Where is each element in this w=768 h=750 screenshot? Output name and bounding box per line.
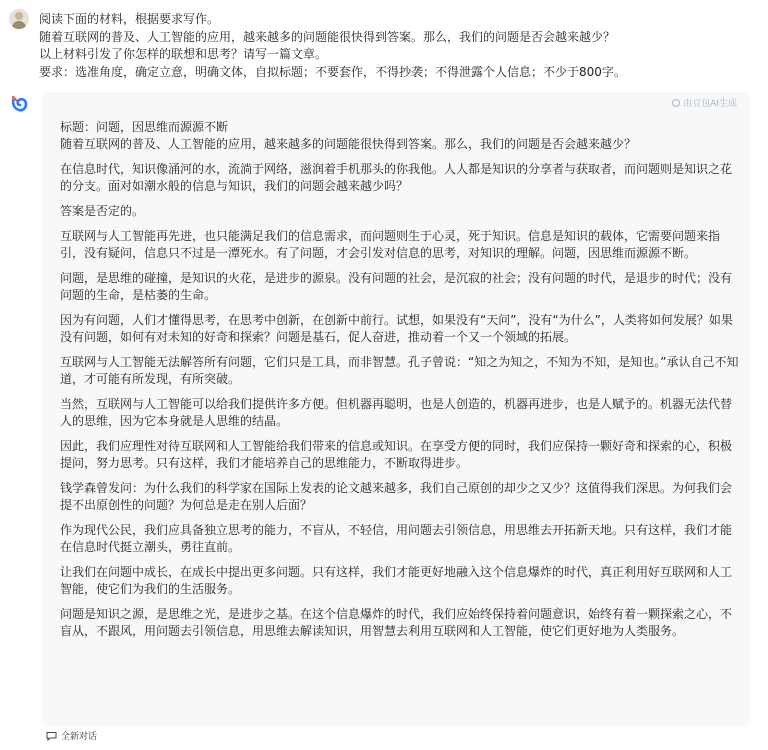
ai-badge-label: 由豆包AI生成 [683, 99, 737, 109]
assistant-logo-icon [8, 92, 30, 114]
essay-paragraph: 钱学森曾发问：为什么我们的科学家在国际上发表的论文越来越多，我们自己原创的却少之又少？这值得我们深思。为何我们会提不出原创性的问题？为何总是走在别人后面？ [60, 480, 733, 512]
essay-paragraph: 答案是否定的。 [60, 204, 145, 218]
user-message-text [39, 11, 759, 81]
essay-paragraph: 当然，互联网与人工智能可以给我们提供许多方便。但机器再聪明，也是人创造的，机器再进步，也是人赋予的。机器无法代替人的思维，因为它本身就是人思维的结晶。 [60, 396, 733, 428]
user-message [0, 0, 768, 88]
chat-bubble-icon [46, 731, 57, 741]
user-line: 要求：选准角度，确定立意，明确文体，自拟标题；不要套作，不得抄袭；不得泄露个人信息；不少于800字。 [39, 64, 626, 79]
new-chat-button[interactable] [46, 729, 97, 742]
essay-paragraph: 在信息时代，知识像涌河的水，流淌于网络，滋润着手机那头的你我他。人人都是知识的分享者与获取者，而问题则是知识之花的分支。面对如潮水般的信息与知识，我们的问题会越来越少吗？ [60, 162, 733, 194]
ai-badge-icon [672, 99, 680, 107]
essay-intro: 随着互联网的普及、人工智能的应用，越来越多的问题能很快得到答案。那么，我们的问题是否会越来越少？ [60, 137, 637, 152]
user-line: 以上材料引发了你怎样的联想和思考？请写一篇文章。 [39, 47, 328, 61]
user-avatar [9, 9, 29, 29]
essay-paragraph: 作为现代公民，我们应具备独立思考的能力，不盲从，不轻信，用问题去引领信息，用思维去开拓新天地。只有这样，我们才能在信息时代挺立潮头，勇往直前。 [60, 522, 733, 554]
essay-paragraph: 问题是知识之源，是思维之光，是进步之基。在这个信息爆炸的时代，我们应始终保持着问题意识，始终有着一颗探索之心，不盲从，不跟风，用问题去引领信息，用思维去解读知识，用智慧去利用互联网和人工智能，使它们更好地为人类服务。 [60, 606, 733, 638]
essay-paragraph: 因此，我们应理性对待互联网和人工智能给我们带来的信息或知识。在享受方便的同时，我们应保持一颗好奇和探索的心，积极提问，努力思考。只有这样，我们才能培养自己的思维能力，不断取得进步。 [60, 438, 733, 470]
assistant-response-card [41, 92, 751, 726]
essay-title: 标题：问题，因思维而源源不断 [60, 120, 229, 134]
essay-paragraph: 问题，是思维的碰撞，是知识的火花，是进步的源泉。没有问题的社会，是沉寂的社会；没有问题的时代，是退步的时代；没有问题的生命，是枯萎的生命。 [60, 270, 733, 302]
ai-generated-badge [672, 96, 737, 109]
user-line: 阅读下面的材料，根据要求写作。 [39, 12, 220, 26]
user-line: 随着互联网的普及、人工智能的应用，越来越多的问题能很快得到答案。那么，我们的问题是否会越来越少？ [39, 29, 616, 44]
response-content [60, 119, 740, 648]
essay-paragraph: 因为有问题，人们才懂得思考，在思考中创新，在创新中前行。试想，如果没有“天问”，没有“为什么”，人类将如何发展？如果没有问题，如何有对未知的好奇和探索？问题是基石，促人奋进，推动着一个又一个领域的拓展。 [60, 312, 733, 344]
new-chat-label: 全新对话 [61, 732, 98, 742]
essay-paragraph: 互联网与人工智能无法解答所有问题，它们只是工具，而非智慧。孔子曾说：“知之为知之，不知为不知，是知也。”承认自己不知道，才可能有所发现，有所突破。 [60, 354, 739, 386]
essay-paragraph: 互联网与人工智能再先进，也只能满足我们的信息需求，而问题则生于心灵，死于知识。信息是知识的载体，它需要问题来指引，没有疑问，信息只不过是一潭死水。有了问题，才会引发对信息的思考，对知识的理解。问题，因思维而源源不断。 [60, 228, 721, 260]
essay-paragraph: 让我们在问题中成长，在成长中提出更多问题。只有这样，我们才能更好地融入这个信息爆炸的时代，真正利用好互联网和人工智能，使它们为我们的生活服务。 [60, 564, 733, 596]
